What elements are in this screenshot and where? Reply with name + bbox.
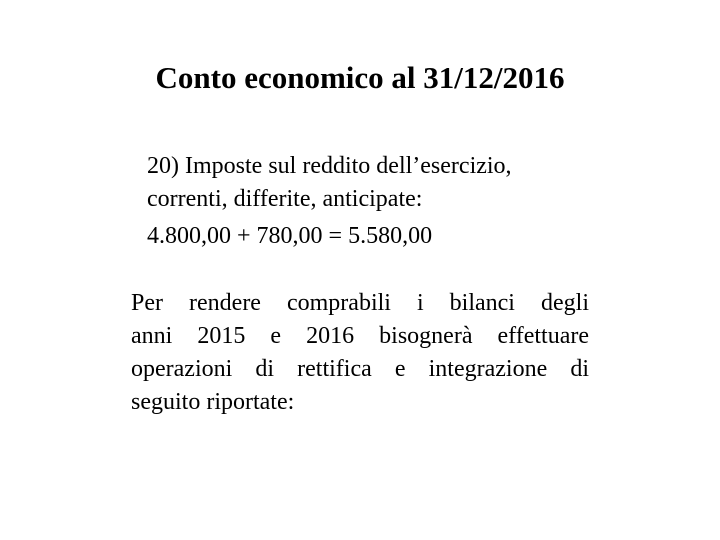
item-heading-line: 20) Imposte sul reddito dell’esercizio, bbox=[147, 153, 512, 179]
item-subheading-line: correnti, differite, anticipate: bbox=[147, 186, 423, 212]
paragraph-line: Per rendere comprabili i bilanci degli bbox=[131, 290, 589, 316]
tax-item-block bbox=[147, 150, 627, 253]
paragraph-line: seguito riportate: bbox=[131, 389, 295, 415]
explanation-paragraph bbox=[131, 287, 589, 419]
paragraph-line: anni 2015 e 2016 bisognerà effettuare bbox=[131, 323, 589, 349]
paragraph-line: operazioni di rettifica e integrazione di bbox=[131, 356, 589, 382]
slide-title: Conto economico al 31/12/2016 bbox=[155, 60, 565, 95]
item-calculation-line: 4.800,00 + 780,00 = 5.580,00 bbox=[147, 223, 433, 249]
